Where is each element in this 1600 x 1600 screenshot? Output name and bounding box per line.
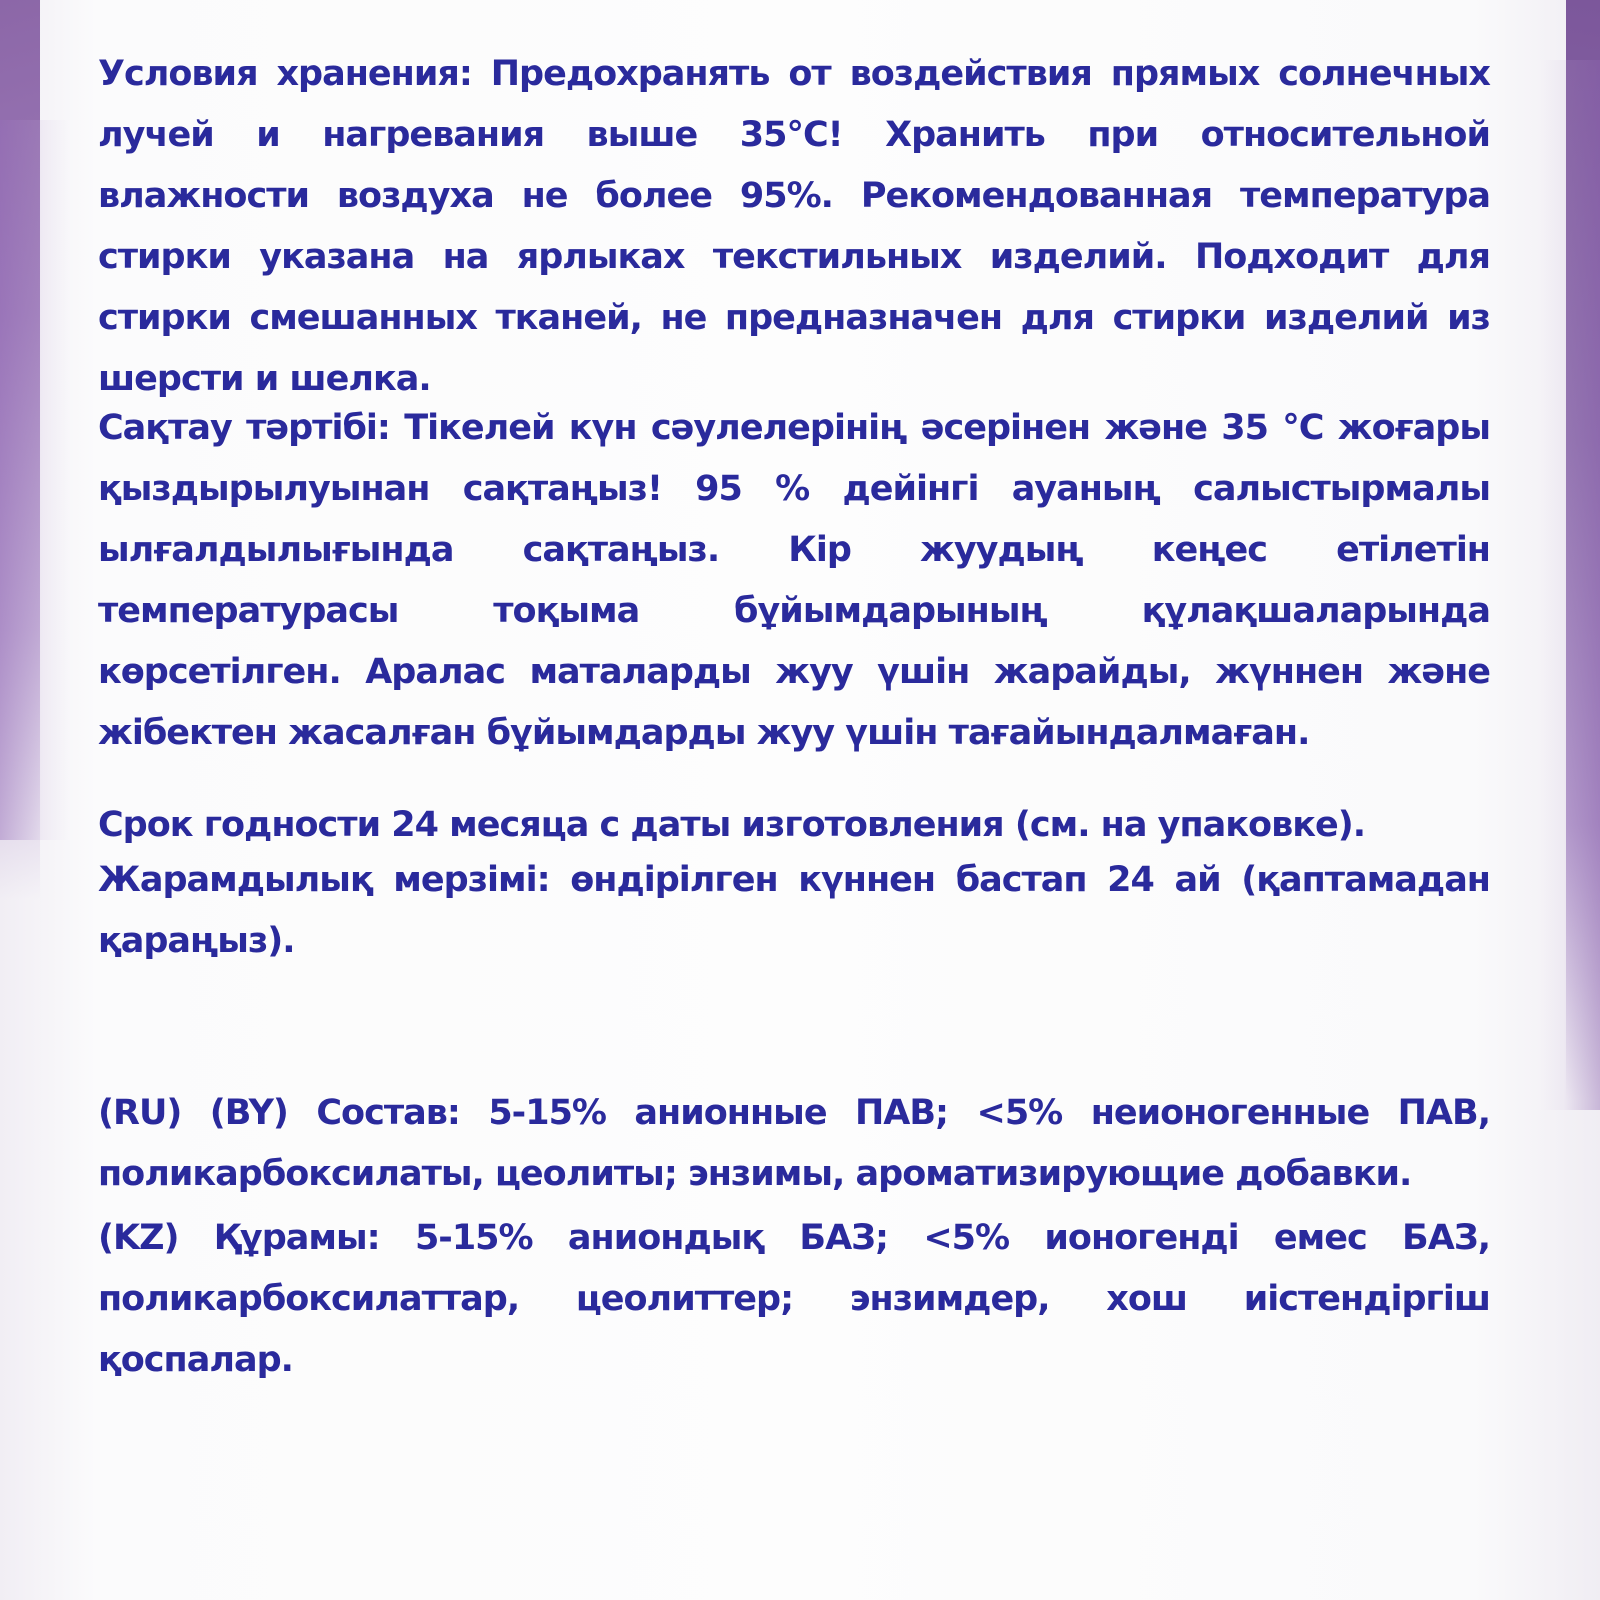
composition-ru-by: (RU) (BY) Состав: 5-15% анионные ПАВ; <5% неионогенные ПАВ, поликарбоксилаты, цеолиты; энзимы, ароматизирующие добавки. (98, 1093, 1490, 1194)
shelf-life-ru: Срок годности 24 месяца с даты изготовления (см. на упаковке). (98, 805, 1366, 845)
composition-kz: (KZ) Құрамы: 5-15% аниондық БАЗ; <5% ионогенді емес БАЗ, поликарбоксилаттар, цеолиттер; энзимдер, хош иістендіргіш қоспалар. (98, 1218, 1490, 1380)
storage-conditions-kz: Сақтау тәртібі: Тікелей күн сәулелерінің әсерінен және 35 °С жоғары қыздырылуынан сақтаңыз! 95 % дейінгі ауаның салыстырмалы ылғалдылығында сақтаңыз. Кір жуудың кеңес етілетін температурасы тоқыма бұйымдарының құлақшаларында көрсетілген. Аралас маталарды жуу үшін жарайды, жүннен және жібектен жасалған бұйымдарды жуу үшін тағайындалмаған. (98, 408, 1490, 753)
package-edge-left-fade (0, 120, 70, 840)
package-edge-right-fade (1540, 60, 1600, 1110)
shelf-life-kz: Жарамдылық мерзімі: өндірілген күннен бастап 24 ай (қаптамадан қараңыз). (98, 860, 1490, 961)
storage-conditions-ru: Условия хранения: Предохранять от воздействия прямых солнечных лучей и нагревания выше 35°C! Хранить при относительной влажности воздуха не более 95%. Рекомендованная температура стирки указана на ярлыках текстильных изделий. Подходит для стирки смешанных тканей, не предназначен для стирки изделий из шерсти и шелка. (98, 54, 1490, 399)
